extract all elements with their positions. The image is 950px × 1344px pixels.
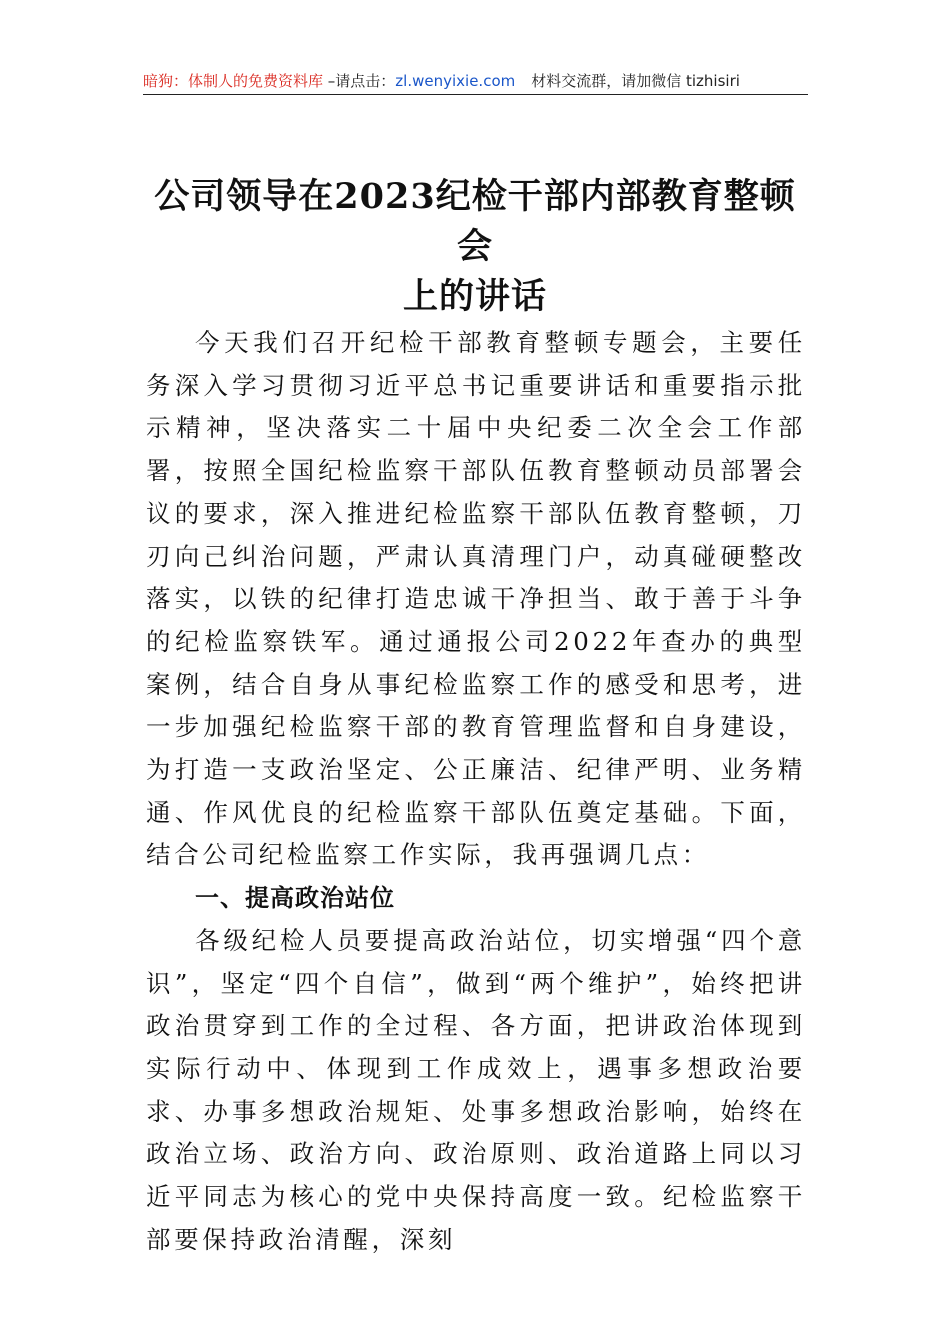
header-promo-text: 暗狗：体制人的免费资料库	[143, 72, 324, 90]
document-body	[146, 322, 806, 1261]
section-heading-1: 一、提高政治站位	[195, 884, 395, 913]
title-line-2: 上的讲话	[402, 276, 547, 317]
header-url-link[interactable]: zl.wenyixie.com	[395, 72, 516, 90]
header-contact-text: 材料交流群，请加微信 tizhisiri	[531, 72, 740, 90]
document-title	[150, 172, 800, 322]
title-line-1: 公司领导在2023纪检干部内部教育整顿会	[154, 176, 796, 267]
header-prompt-text: –请点击：	[323, 72, 396, 90]
header-banner	[143, 68, 808, 95]
body-paragraph-2: 各级纪检人员要提高政治站位，切实增强“四个意识”，坚定“四个自信”，做到“两个维护”，始终把讲政治贯穿到工作的全过程、各方面，把讲政治体现到实际行动中、体现到工作成效上，遇事多想政治要求、办事多想政治规矩、处事多想政治影响，始终在政治立场、政治方向、政治原则、政治道路上同以习近平同志为核心的党中央保持高度一致。纪检监察干部要保持政治清醒，深刻	[146, 925, 806, 1254]
body-paragraph-1: 今天我们召开纪检干部教育整顿专题会，主要任务深入学习贯彻习近平总书记重要讲话和重要指示批示精神，坚决落实二十届中央纪委二次全会工作部署，按照全国纪检监察干部队伍教育整顿动员部署会议的要求，深入推进纪检监察干部队伍教育整顿，刀刃向己纠治问题，严肃认真清理门户，动真碰硬整改落实，以铁的纪律打造忠诚干净担当、敢于善于斗争的纪检监察铁军。通过通报公司2022年查办的典型案例，结合自身从事纪检监察工作的感受和思考，进一步加强纪检监察干部的教育管理监督和自身建设，为打造一支政治坚定、公正廉洁、纪律严明、业务精通、作风优良的纪检监察干部队伍奠定基础。下面，结合公司纪检监察工作实际，我再强调几点：	[146, 328, 806, 870]
